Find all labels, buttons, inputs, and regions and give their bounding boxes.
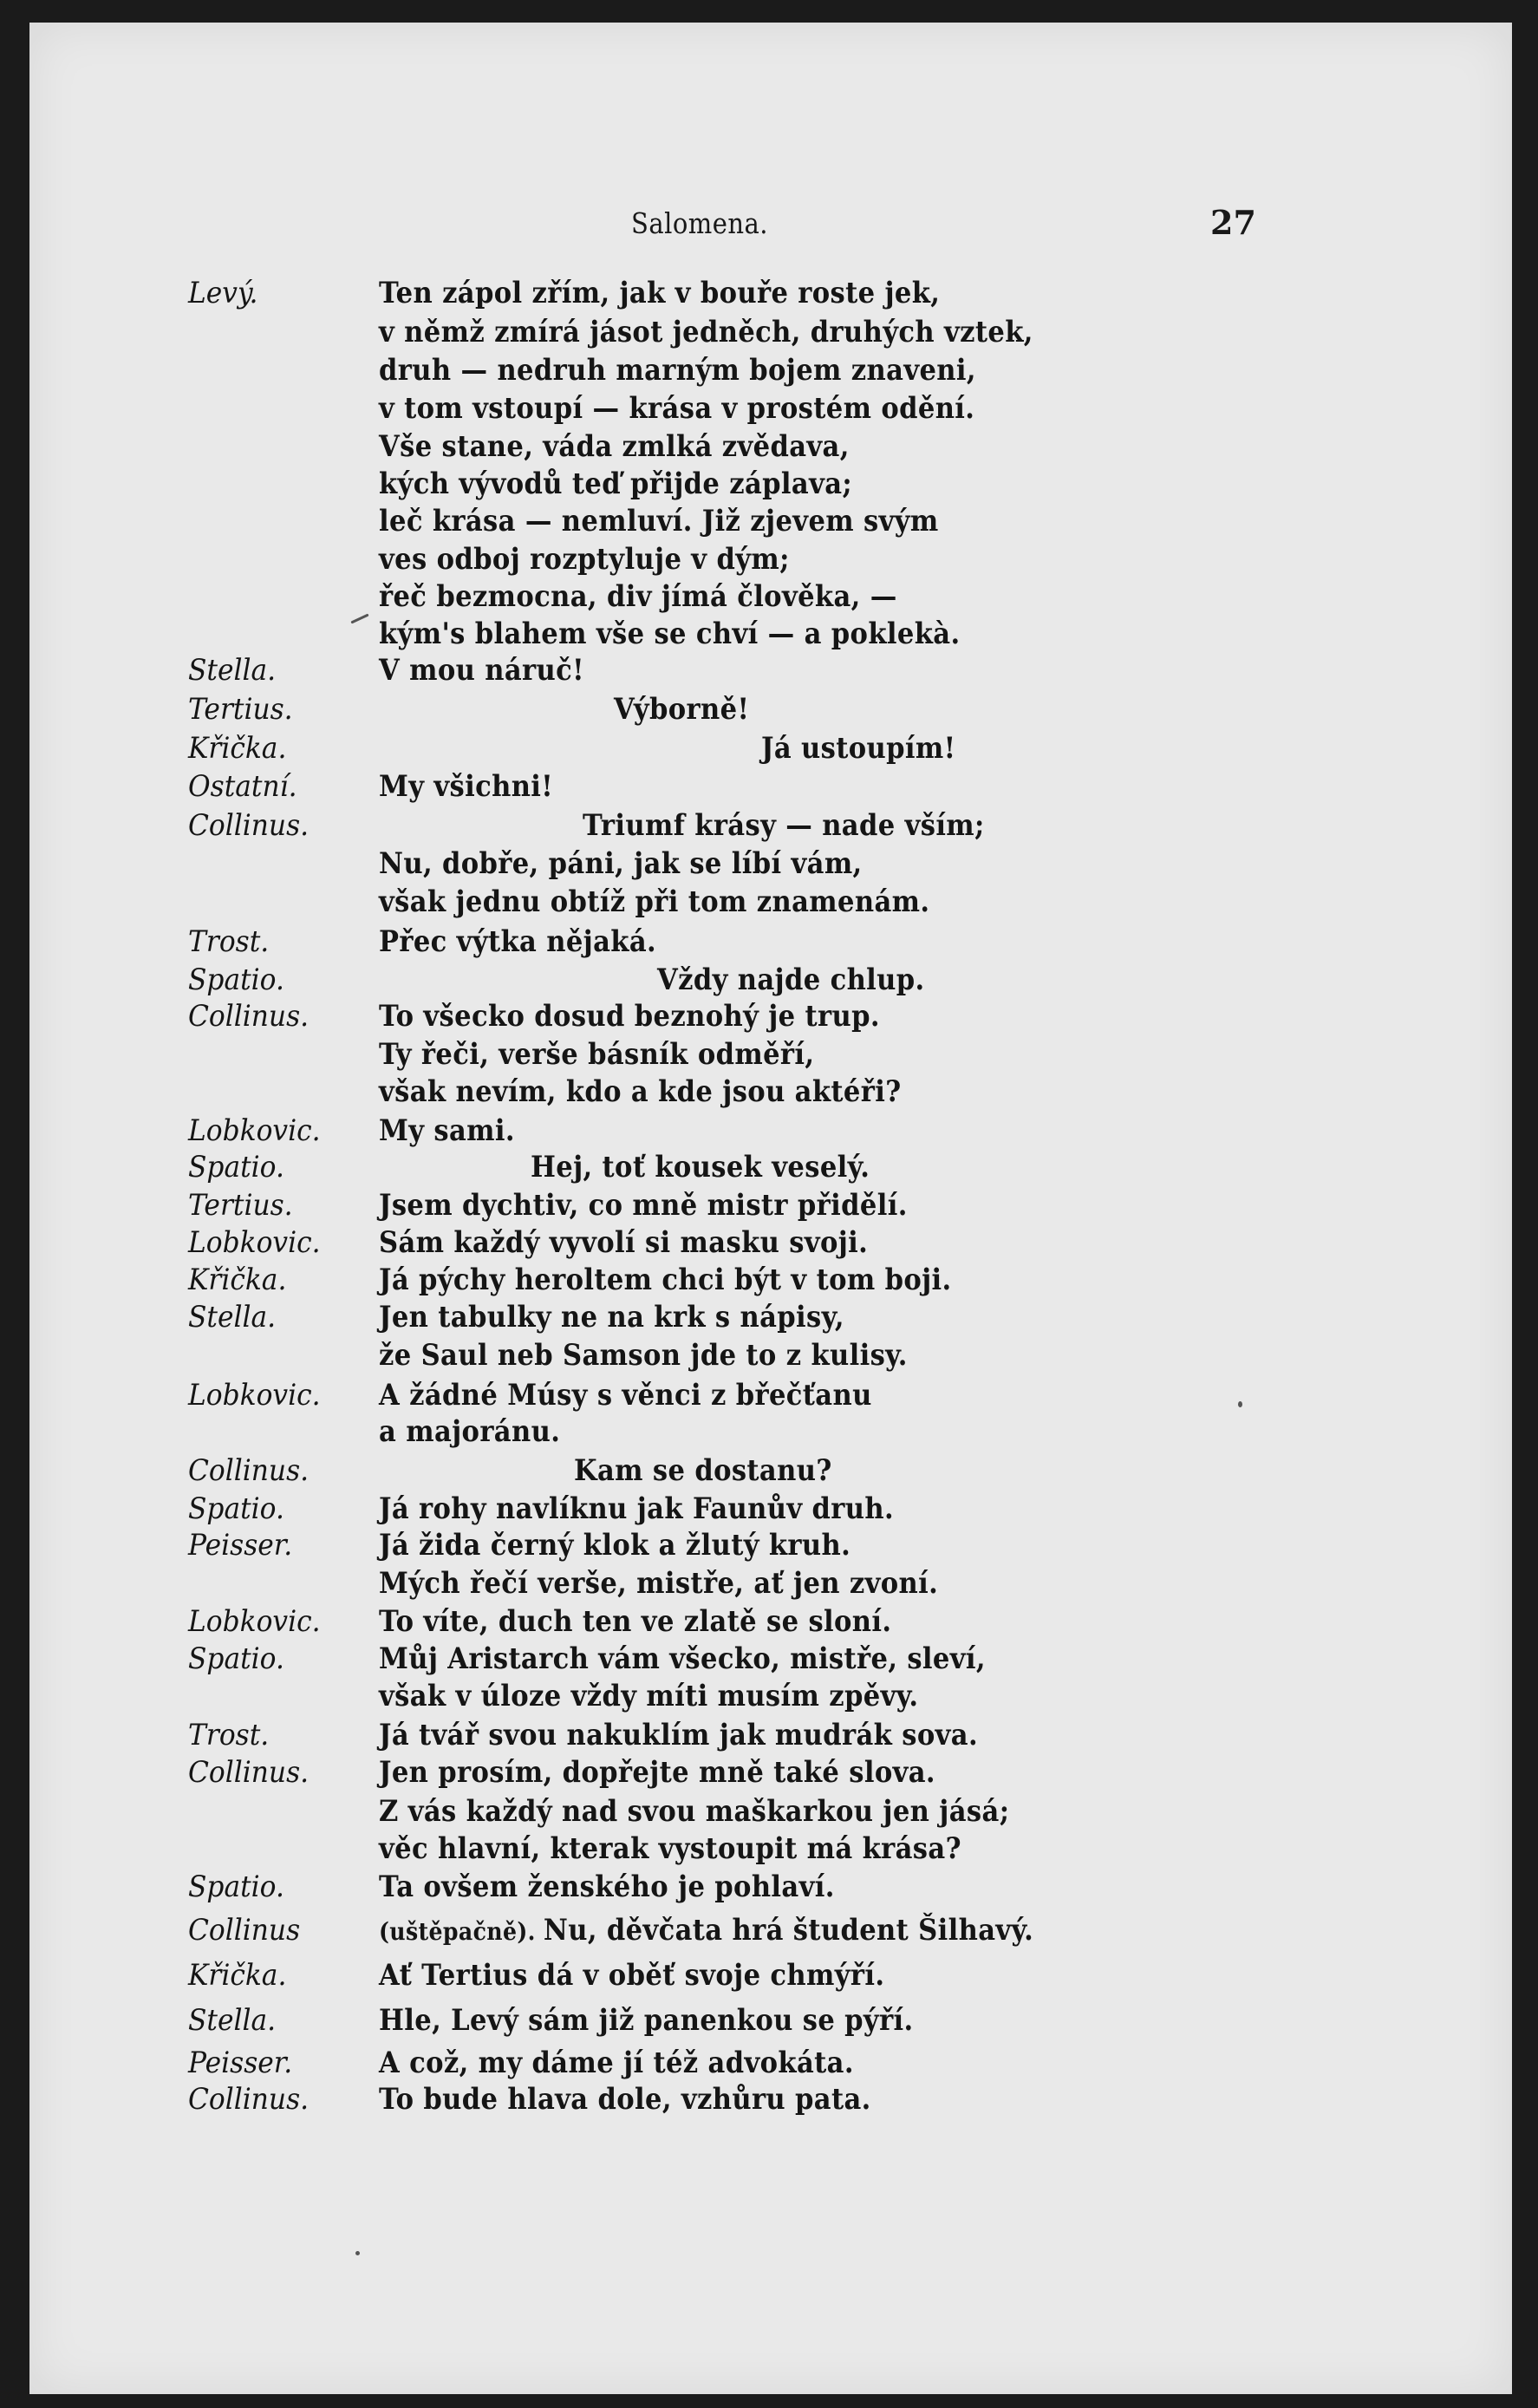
speaker-name: Collinus.	[188, 999, 310, 1034]
stage-direction: (uštěpačně).	[379, 1917, 544, 1946]
verse-text: řeč bezmocna, div jímá člověka, —	[379, 579, 897, 614]
verse-text: Ten zápol zřím, jak v bouře roste jek,	[379, 276, 941, 310]
verse-text: Já žida černý klok a žlutý kruh.	[379, 1528, 851, 1563]
dialogue-line	[0, 502, 1538, 540]
dialogue-line	[0, 2001, 1538, 2039]
speaker-name: Trost.	[188, 924, 270, 959]
verse-text: a majoránu.	[379, 1414, 561, 1449]
dialogue-line	[0, 1868, 1538, 1906]
dialogue-line	[0, 1830, 1538, 1868]
dialogue-line	[0, 883, 1538, 921]
verse-text: však jednu obtíž při tom znamenám.	[379, 884, 930, 919]
dialogue-line	[0, 1792, 1538, 1830]
dialogue-line	[0, 540, 1538, 578]
dialogue-line	[0, 961, 1538, 999]
verse-text: Ta ovšem ženského je pohlaví.	[379, 1870, 835, 1904]
verse-text: Jen tabulky ne na krk s nápisy,	[379, 1300, 844, 1335]
dialogue-line	[0, 427, 1538, 466]
verse-text: Já tvář svou nakuklím jak mudrák sova.	[379, 1718, 978, 1752]
dialogue-line	[0, 1148, 1538, 1186]
dialogue-line	[0, 1112, 1538, 1150]
speaker-name: Collinus.	[188, 2082, 310, 2117]
verse-text: Kam se dostanu?	[574, 1453, 832, 1488]
speaker-name: Spatio.	[188, 1150, 284, 1184]
dialogue-line	[0, 465, 1538, 503]
dialogue-line	[0, 997, 1538, 1035]
speaker-name: Stella.	[188, 2003, 277, 2038]
verse-text: v tom vstoupí — krása v prostém odění.	[379, 391, 975, 426]
speaker-name: Spatio.	[188, 1641, 284, 1676]
verse-text: druh — nedruh marným bojem znaveni,	[379, 353, 976, 388]
dialogue-line	[0, 1261, 1538, 1299]
speaker-name: Spatio.	[188, 963, 284, 997]
dialogue-line	[0, 1073, 1538, 1111]
verse-text: leč krása — nemluví. Již zjevem svým	[379, 504, 939, 538]
dialogue-line	[0, 729, 1538, 767]
page-speck	[1238, 1401, 1242, 1407]
speaker-name: Collinus	[188, 1913, 301, 1948]
speaker-name: Peisser.	[188, 2046, 293, 2080]
page-number: 27	[1210, 203, 1256, 242]
speaker-name: Collinus.	[188, 1755, 310, 1790]
verse-text: Já pýchy heroltem chci být v tom boji.	[379, 1263, 952, 1297]
speaker-name: Spatio.	[188, 1491, 284, 1526]
verse-text: Já ustoupím!	[761, 731, 956, 766]
dialogue-line	[0, 1490, 1538, 1528]
speaker-name: Trost.	[188, 1718, 270, 1752]
verse-text: že Saul neb Samson jde to z kulisy.	[379, 1338, 908, 1373]
speaker-name: Collinus.	[188, 1453, 310, 1488]
speaker-name: Křička.	[188, 731, 287, 766]
verse-text: kým's blahem vše se chví — a poklekà.	[379, 617, 961, 651]
running-header: Salomena.	[631, 206, 768, 240]
verse-text: Jen prosím, dopřejte mně také slova.	[379, 1755, 935, 1790]
verse-text: však v úloze vždy míti musím zpěvy.	[379, 1679, 919, 1713]
dialogue-line	[0, 389, 1538, 427]
verse-text: Nu, dobře, páni, jak se líbí vám,	[379, 846, 863, 881]
dialogue-line	[0, 1956, 1538, 1994]
speaker-name: Peisser.	[188, 1528, 293, 1563]
dialogue-line	[0, 274, 1538, 312]
verse-text: Já rohy navlíknu jak Faunův druh.	[379, 1491, 894, 1526]
verse-text: Můj Aristarch vám všecko, mistře, sleví,	[379, 1641, 986, 1676]
speaker-name: Lobkovic.	[188, 1378, 321, 1413]
dialogue-line	[0, 351, 1538, 389]
speaker-name: Ostatní.	[188, 769, 297, 804]
dialogue-line	[0, 1911, 1538, 1949]
dialogue-line	[0, 615, 1538, 653]
dialogue-line	[0, 1224, 1538, 1262]
verse-text: věc hlavní, kterak vystoupit má krása?	[379, 1831, 961, 1866]
dialogue-line	[0, 1035, 1538, 1073]
verse-text: My sami.	[379, 1113, 515, 1148]
verse-text: kých vývodů teď přijde záplava;	[379, 467, 853, 501]
dialogue-line	[0, 806, 1538, 845]
dialogue-line	[0, 845, 1538, 883]
verse-text: Přec výtka nějaká.	[379, 924, 657, 959]
dialogue-line	[0, 1753, 1538, 1791]
speaker-name: Lobkovic.	[188, 1113, 321, 1148]
dialogue-line	[0, 1298, 1538, 1336]
dialogue-line	[0, 578, 1538, 616]
verse-text: Hle, Levý sám již panenkou se pýří.	[379, 2003, 914, 2038]
speaker-name: Spatio.	[188, 1870, 284, 1904]
verse-text: Výborně!	[614, 692, 750, 727]
dialogue-line	[0, 767, 1538, 806]
dialogue-line	[0, 1640, 1538, 1678]
verse-text: To víte, duch ten ve zlatě se sloní.	[379, 1604, 892, 1639]
speaker-name: Křička.	[188, 1958, 287, 1993]
speaker-name: Lobkovic.	[188, 1225, 321, 1260]
verse-text: My všichni!	[379, 769, 554, 804]
verse-text: Ty řeči, verše básník odměří,	[379, 1037, 815, 1072]
dialogue-line	[0, 1564, 1538, 1602]
dialogue-line	[0, 1336, 1538, 1374]
verse-text: A což, my dáme jí též advokáta.	[379, 2046, 854, 2080]
verse-text: Ať Tertius dá v oběť svoje chmýří.	[379, 1958, 885, 1993]
verse-text: Vždy najde chlup.	[657, 963, 925, 997]
verse-text: To bude hlava dole, vzhůru pata.	[379, 2082, 871, 2117]
dialogue-line	[0, 1186, 1538, 1224]
verse-text: Triumf krásy — nade vším;	[583, 808, 985, 843]
dialogue-line	[0, 1716, 1538, 1754]
verse-text: ves odboj rozptyluje v dým;	[379, 542, 790, 577]
verse-text: (uštěpačně). Nu, děvčata hrá študent Šilhavý.	[379, 1913, 1034, 1948]
verse-text: To všecko dosud beznohý je trup.	[379, 999, 880, 1034]
dialogue-line	[0, 2044, 1538, 2082]
verse-text: Hej, toť kousek veselý.	[531, 1150, 870, 1184]
verse-text: však nevím, kdo a kde jsou aktéři?	[379, 1074, 902, 1109]
speaker-name: Levý.	[188, 276, 258, 310]
dialogue-line	[0, 2080, 1538, 2118]
verse-text: Mých řečí verše, mistře, ať jen zvoní.	[379, 1566, 939, 1601]
verse-text: Z vás každý nad svou maškarkou jen jásá;	[379, 1794, 1010, 1829]
speaker-name: Stella.	[188, 1300, 277, 1335]
verse-text: A žádné Músy s věnci z břečťanu	[379, 1378, 872, 1413]
speaker-name: Collinus.	[188, 808, 310, 843]
verse-text: Vše stane, váda zmlká zvědava,	[379, 429, 850, 464]
speaker-name: Lobkovic.	[188, 1604, 321, 1639]
dialogue-line	[0, 1677, 1538, 1715]
speaker-name: Tertius.	[188, 692, 293, 727]
verse-text: Jsem dychtiv, co mně mistr přidělí.	[379, 1188, 908, 1223]
speaker-name: Tertius.	[188, 1188, 293, 1223]
page-speck	[355, 2251, 360, 2255]
verse-text: Sám každý vyvolí si masku svoji.	[379, 1225, 869, 1260]
dialogue-line	[0, 690, 1538, 728]
dialogue-line	[0, 1452, 1538, 1490]
dialogue-line	[0, 1526, 1538, 1564]
dialogue-line	[0, 313, 1538, 351]
speaker-name: Křička.	[188, 1263, 287, 1297]
dialogue-line	[0, 1413, 1538, 1451]
dialogue-line	[0, 923, 1538, 961]
speaker-name: Stella.	[188, 653, 277, 688]
dialogue-line	[0, 1602, 1538, 1641]
dialogue-line	[0, 1376, 1538, 1414]
verse-text: V mou náruč!	[379, 653, 584, 688]
verse-text: v němž zmírá jásot jedněch, druhých vztek,	[379, 315, 1033, 349]
dialogue-line	[0, 651, 1538, 689]
